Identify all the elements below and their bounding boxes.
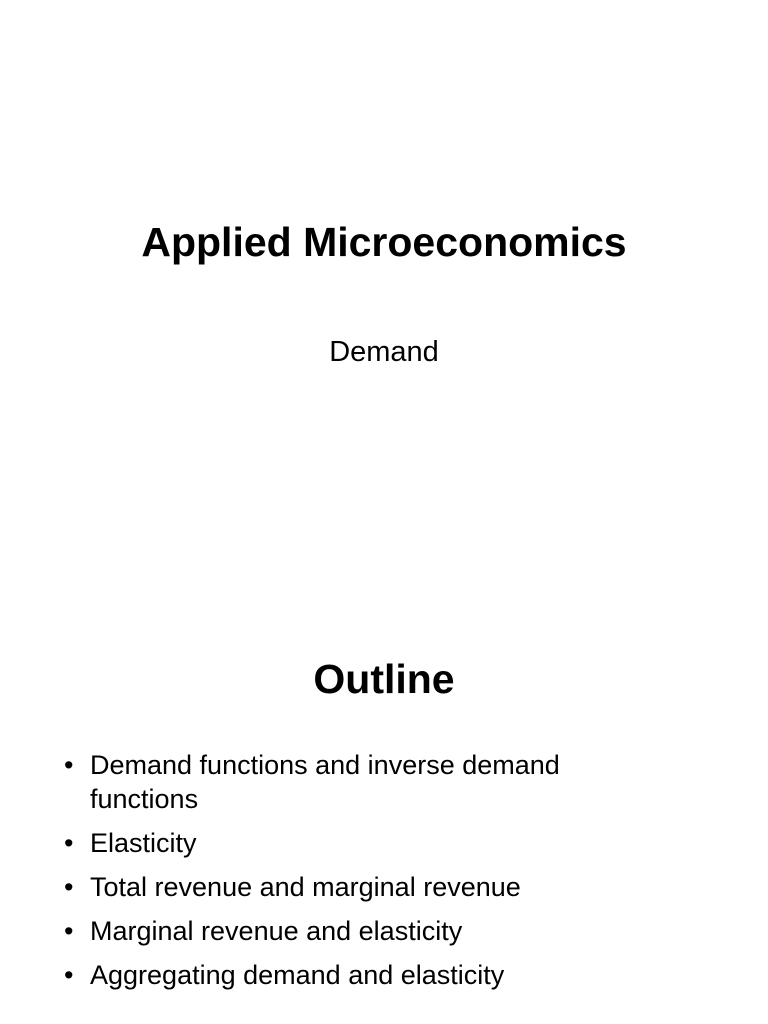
slide-title: Applied Microeconomics [141,219,627,265]
slide-subtitle: Demand [329,336,439,368]
bullet-icon: • [64,750,74,780]
bullet-item [64,958,664,992]
outline-bullet-list [64,748,664,1002]
bullet-icon: • [64,960,74,990]
outline-title: Outline [313,656,455,702]
bullet-text: Marginal revenue and elasticity [90,916,463,946]
bullet-icon: • [64,916,74,946]
bullet-item [64,826,664,860]
bullet-icon: • [64,828,74,858]
outline-slide [0,512,768,1024]
bullet-item [64,870,664,904]
bullet-item [64,914,664,948]
bullet-text: Aggregating demand and elasticity [90,960,505,990]
bullet-icon: • [64,872,74,902]
bullet-text: Demand functions and inverse demand functions [90,750,560,814]
bullet-text: Elasticity [90,828,197,858]
bullet-text: Total revenue and marginal revenue [90,872,521,902]
bullet-item [64,748,664,816]
